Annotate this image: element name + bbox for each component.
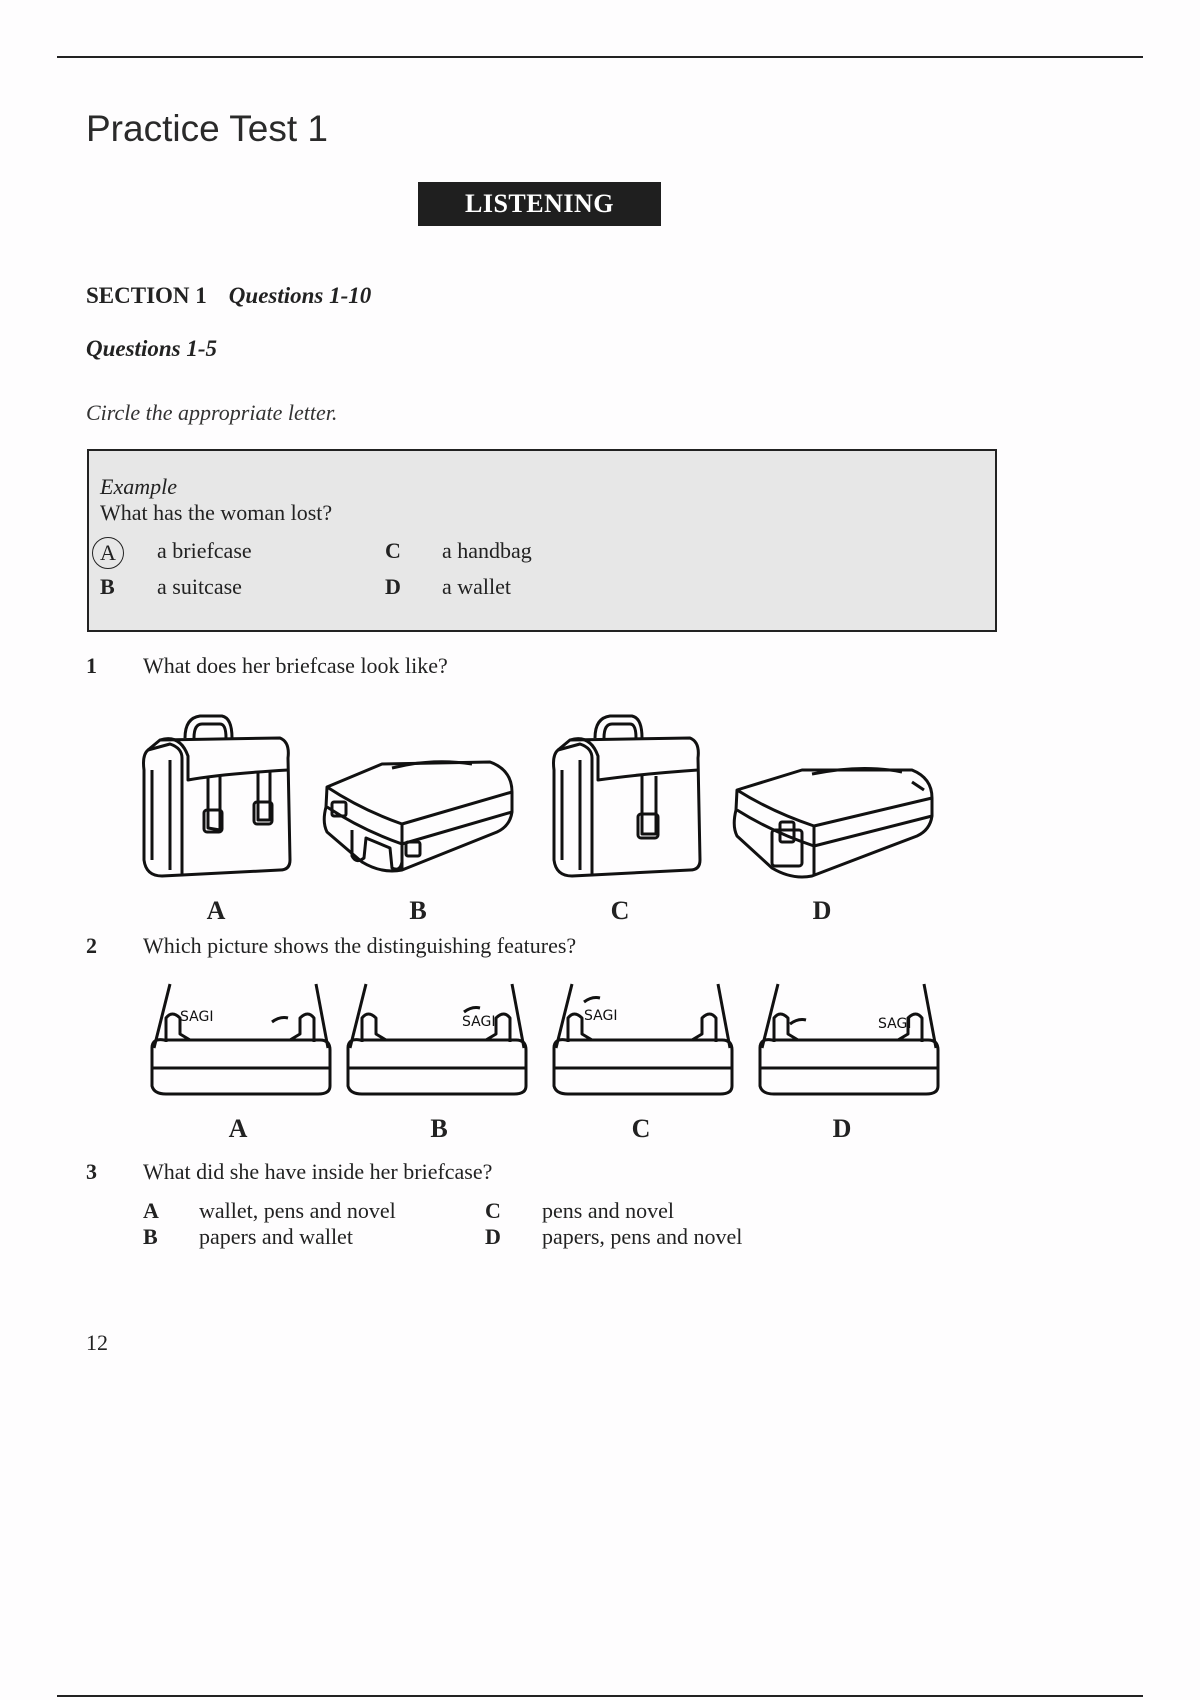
q3-option-d-letter[interactable]: D <box>485 1224 501 1249</box>
q3-option-a-letter[interactable]: A <box>143 1198 159 1223</box>
question-2-number: 2 <box>86 933 97 958</box>
question-1-number: 1 <box>86 653 97 678</box>
feature-picture-d[interactable] <box>758 978 940 1098</box>
case-with-tag-right-icon <box>346 978 528 1098</box>
briefcase-picture-b[interactable] <box>322 752 517 874</box>
example-option-b-text: a suitcase <box>157 574 242 599</box>
briefcase-picture-c[interactable] <box>550 710 705 882</box>
tag-text-c: SAGI <box>584 1008 618 1024</box>
q1-label-a[interactable]: A <box>206 896 226 925</box>
q2-label-b[interactable]: B <box>430 1114 448 1143</box>
q2-label-c[interactable]: C <box>631 1114 651 1143</box>
q2-label-a[interactable]: A <box>228 1114 248 1143</box>
q3-option-c-text: pens and novel <box>542 1198 674 1223</box>
example-option-c-text: a handbag <box>442 538 532 563</box>
section-heading <box>86 283 371 309</box>
feature-picture-a[interactable] <box>150 978 332 1098</box>
flat-case-with-lock-icon <box>732 760 937 882</box>
q1-label-d[interactable]: D <box>812 896 832 925</box>
case-with-tag-right-scratch-icon <box>758 978 940 1098</box>
section-label: SECTION 1 <box>86 283 207 308</box>
example-option-d-letter[interactable]: D <box>385 574 401 599</box>
listening-banner: LISTENING <box>418 182 661 226</box>
briefcase-picture-d[interactable] <box>732 760 937 882</box>
example-question: What has the woman lost? <box>100 500 333 525</box>
question-3-number: 3 <box>86 1159 97 1184</box>
flat-case-with-handle-icon <box>322 752 517 874</box>
example-option-c-letter[interactable]: C <box>385 538 401 563</box>
question-2-text: Which picture shows the distinguishing features? <box>143 933 577 958</box>
q3-option-a-text: wallet, pens and novel <box>199 1198 396 1223</box>
case-with-tag-left-icon <box>150 978 332 1098</box>
q3-option-b-text: papers and wallet <box>199 1224 353 1249</box>
q3-option-b-letter[interactable]: B <box>143 1224 158 1249</box>
circled-answer: A <box>92 537 124 569</box>
question-1-text: What does her briefcase look like? <box>143 653 448 678</box>
satchel-with-one-strap-icon <box>550 710 705 882</box>
question-3-text: What did she have inside her briefcase? <box>143 1159 493 1184</box>
example-label: Example <box>100 474 177 499</box>
q3-option-d-text: papers, pens and novel <box>542 1224 743 1249</box>
briefcase-picture-a[interactable] <box>140 710 295 882</box>
feature-picture-b[interactable] <box>346 978 528 1098</box>
case-with-tag-left-scratch-icon <box>552 978 734 1098</box>
top-rule <box>57 56 1143 58</box>
bottom-rule <box>57 1695 1143 1697</box>
section-questions: Questions 1-10 <box>228 283 372 308</box>
tag-text-d: SAGI <box>878 1016 912 1032</box>
subsection-heading: Questions 1-5 <box>86 336 217 361</box>
example-option-a-text: a briefcase <box>157 538 252 563</box>
satchel-with-two-straps-icon <box>140 710 295 882</box>
q1-label-b[interactable]: B <box>409 896 427 925</box>
q2-label-d[interactable]: D <box>832 1114 852 1143</box>
instruction-text: Circle the appropriate letter. <box>86 400 338 425</box>
example-option-b-letter[interactable]: B <box>100 574 115 599</box>
page-number: 12 <box>86 1330 108 1355</box>
tag-text-a: SAGI <box>180 1009 214 1025</box>
example-box <box>87 449 997 632</box>
q1-label-c[interactable]: C <box>610 896 630 925</box>
example-option-a-letter[interactable] <box>100 537 124 569</box>
page-title: Practice Test 1 <box>86 108 328 149</box>
feature-picture-c[interactable] <box>552 978 734 1098</box>
q3-option-c-letter[interactable]: C <box>485 1198 501 1223</box>
example-option-d-text: a wallet <box>442 574 512 599</box>
tag-text-b: SAGI <box>462 1014 496 1030</box>
